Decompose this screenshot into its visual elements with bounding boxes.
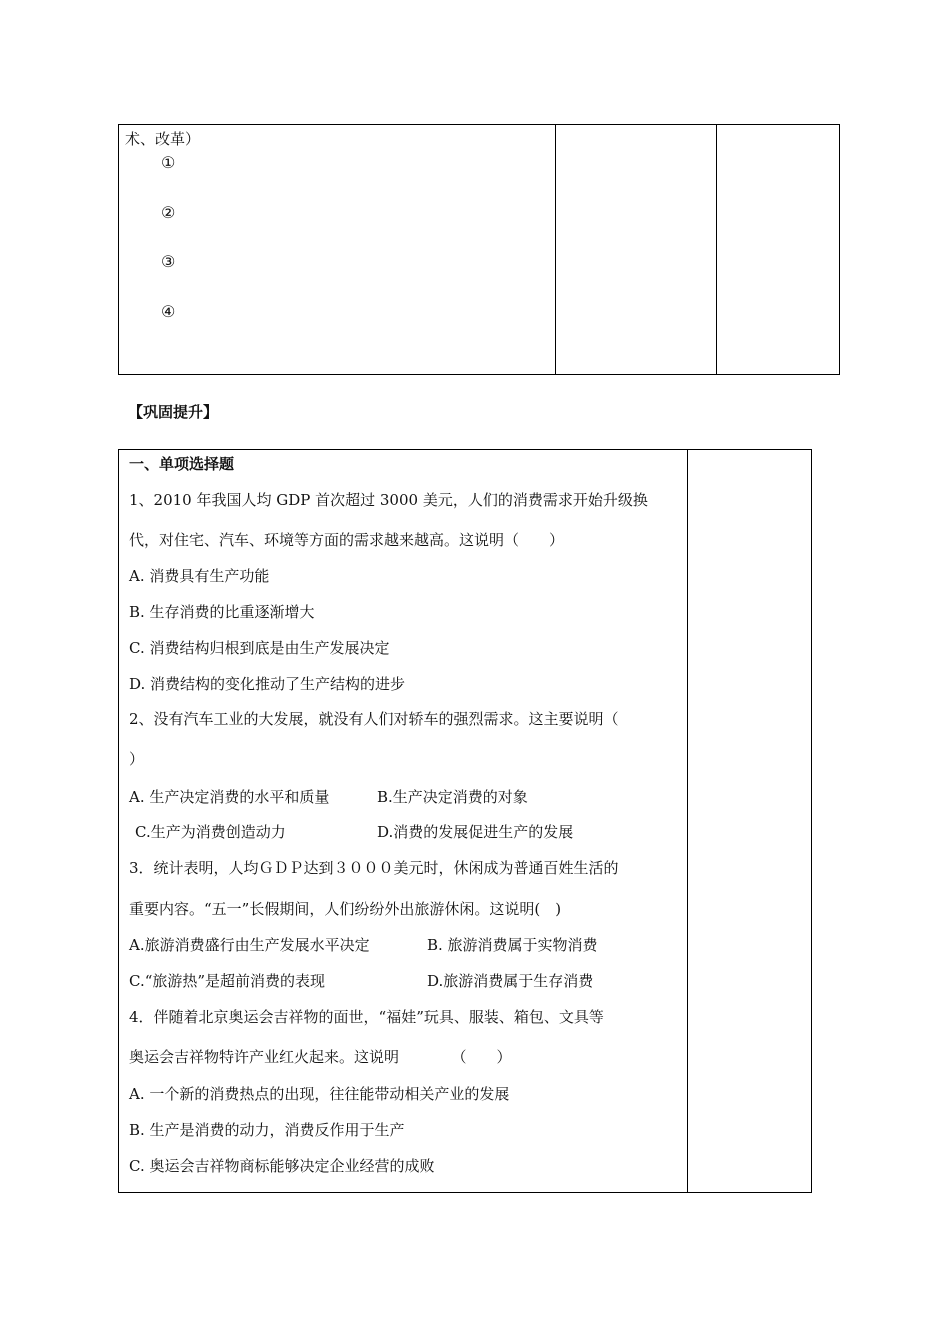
q3-option-c: C.“旅游热”是超前消费的表现 (129, 972, 326, 990)
q4-option-c: C. 奥运会吉祥物商标能够决定企业经营的成败 (129, 1157, 435, 1175)
q1-option-d: D. 消费结构的变化推动了生产结构的进步 (129, 675, 406, 693)
q2-option-c: C.生产为消费创造动力 (135, 823, 286, 841)
section-title: 【巩固提升】 (128, 403, 219, 421)
q2-option-b: B.生产决定消费的对象 (377, 788, 528, 806)
exercise-table (118, 449, 812, 1193)
q1-option-b: B. 生存消费的比重逐渐增大 (129, 603, 315, 621)
q4-stem-line1: 4．伴随着北京奥运会吉祥物的面世，“福娃”玩具、服装、箱包、文具等 (129, 1008, 604, 1026)
q1-option-a: A. 消费具有生产功能 (129, 567, 270, 585)
circled-item-4: ④ (161, 302, 176, 321)
q3-option-b: B. 旅游消费属于实物消费 (427, 936, 598, 954)
q3-option-d: D.旅游消费属于生存消费 (427, 972, 594, 990)
q2-option-a: A. 生产决定消费的水平和质量 (129, 788, 330, 806)
circled-item-3: ③ (161, 252, 176, 271)
q1-stem-line2: 代，对住宅、汽车、环境等方面的需求越来越高。这说明（ ） (129, 531, 565, 549)
q3-stem-line2: 重要内容。“五一”长假期间，人们纷纷外出旅游休闲。这说明( ) (129, 900, 562, 918)
q4-stem-line2: 奥运会吉祥物特许产业红火起来。这说明 （ ） (129, 1048, 512, 1066)
q3-stem-line1: 3．统计表明，人均ＧＤＰ达到３０００美元时，休闲成为普通百姓生活的 (129, 859, 619, 877)
q3-option-a: A.旅游消费盛行由生产发展水平决定 (129, 936, 370, 954)
exercise-heading: 一、单项选择题 (129, 455, 235, 473)
q2-option-d: D.消费的发展促进生产的发展 (377, 823, 574, 841)
circled-item-2: ② (161, 203, 176, 222)
circled-item-1: ① (161, 153, 176, 172)
column-divider (555, 125, 556, 374)
continued-text: 术、改革） (125, 130, 201, 148)
q1-option-c: C. 消费结构归根到底是由生产发展决定 (129, 639, 390, 657)
q2-stem-line2: ） (129, 750, 145, 768)
q2-stem-line1: 2、没有汽车工业的大发展，就没有人们对轿车的强烈需求。这主要说明（ (129, 710, 619, 728)
continuation-table (118, 124, 840, 375)
q4-option-a: A. 一个新的消费热点的出现，往往能带动相关产业的发展 (129, 1085, 510, 1103)
q1-stem-line1: 1、2010 年我国人均 GDP 首次超过 3000 美元，人们的消费需求开始升级换 (129, 491, 648, 509)
q4-option-b: B. 生产是消费的动力，消费反作用于生产 (129, 1121, 405, 1139)
column-divider (716, 125, 717, 374)
column-divider (687, 450, 688, 1192)
